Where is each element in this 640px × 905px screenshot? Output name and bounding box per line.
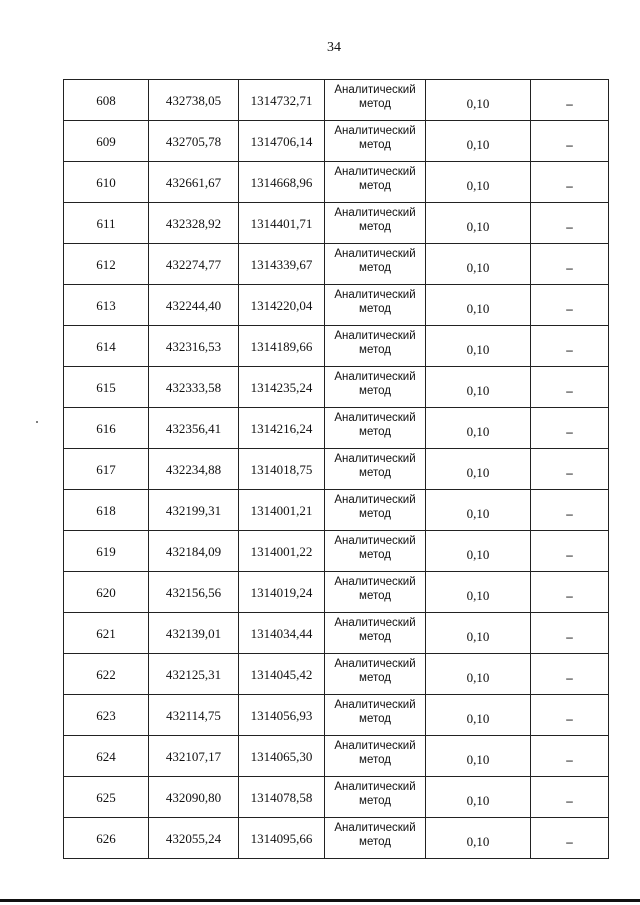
bottom-rule	[0, 899, 640, 902]
accuracy-cell	[426, 777, 531, 818]
method-line-2: метод	[359, 139, 391, 151]
note-cell	[531, 613, 609, 654]
note-dash: –	[566, 628, 573, 644]
method-line-2: метод	[359, 426, 391, 438]
method-line-2: метод	[359, 754, 391, 766]
method-cell	[325, 80, 426, 121]
accuracy-cell	[426, 121, 531, 162]
method-cell	[325, 531, 426, 572]
method-line-1: Аналитический	[334, 289, 416, 301]
x-coordinate-cell: 432356,41	[149, 408, 239, 449]
method-line-1: Аналитический	[334, 781, 416, 793]
accuracy-value: 0,10	[466, 341, 490, 357]
table-row	[64, 818, 609, 859]
method-line-2: метод	[359, 221, 391, 233]
note-dash: –	[566, 218, 573, 234]
method-cell	[325, 818, 426, 859]
accuracy-value: 0,10	[466, 464, 490, 480]
method-line-1: Аналитический	[334, 658, 416, 670]
x-coordinate-cell: 432090,80	[149, 777, 239, 818]
accuracy-cell	[426, 818, 531, 859]
note-cell	[531, 818, 609, 859]
method-line-2: метод	[359, 180, 391, 192]
note-dash: –	[566, 382, 573, 398]
coordinates-table	[63, 79, 609, 859]
accuracy-value: 0,10	[466, 833, 490, 849]
method-cell	[325, 326, 426, 367]
accuracy-value: 0,10	[466, 218, 490, 234]
table-row	[64, 285, 609, 326]
point-number-cell: 621	[64, 613, 149, 654]
method-cell	[325, 613, 426, 654]
note-dash: –	[566, 177, 573, 193]
accuracy-cell	[426, 80, 531, 121]
note-dash: –	[566, 505, 573, 521]
method-cell	[325, 162, 426, 203]
point-number-cell: 609	[64, 121, 149, 162]
x-coordinate-cell: 432184,09	[149, 531, 239, 572]
y-coordinate-cell: 1314668,96	[239, 162, 325, 203]
point-number-cell: 610	[64, 162, 149, 203]
coordinates-table-body	[64, 80, 609, 859]
note-cell	[531, 449, 609, 490]
accuracy-cell	[426, 203, 531, 244]
method-cell	[325, 736, 426, 777]
note-dash: –	[566, 300, 573, 316]
table-row	[64, 736, 609, 777]
point-number-cell: 616	[64, 408, 149, 449]
x-coordinate-cell: 432661,67	[149, 162, 239, 203]
note-dash: –	[566, 95, 573, 111]
method-line-1: Аналитический	[334, 248, 416, 260]
y-coordinate-cell: 1314019,24	[239, 572, 325, 613]
point-number-cell: 612	[64, 244, 149, 285]
y-coordinate-cell: 1314216,24	[239, 408, 325, 449]
method-line-1: Аналитический	[334, 740, 416, 752]
method-cell	[325, 654, 426, 695]
y-coordinate-cell: 1314001,22	[239, 531, 325, 572]
accuracy-value: 0,10	[466, 792, 490, 808]
note-dash: –	[566, 423, 573, 439]
method-cell	[325, 285, 426, 326]
table-row	[64, 162, 609, 203]
point-number-cell: 624	[64, 736, 149, 777]
note-dash: –	[566, 136, 573, 152]
accuracy-value: 0,10	[466, 300, 490, 316]
note-cell	[531, 203, 609, 244]
x-coordinate-cell: 432738,05	[149, 80, 239, 121]
method-line-1: Аналитический	[334, 822, 416, 834]
x-coordinate-cell: 432125,31	[149, 654, 239, 695]
table-row	[64, 203, 609, 244]
accuracy-value: 0,10	[466, 382, 490, 398]
accuracy-cell	[426, 490, 531, 531]
x-coordinate-cell: 432139,01	[149, 613, 239, 654]
method-line-2: метод	[359, 631, 391, 643]
table-row	[64, 408, 609, 449]
table-row	[64, 490, 609, 531]
table-row	[64, 449, 609, 490]
accuracy-value: 0,10	[466, 95, 490, 111]
x-coordinate-cell: 432333,58	[149, 367, 239, 408]
note-dash: –	[566, 833, 573, 849]
method-line-1: Аналитический	[334, 494, 416, 506]
method-line-2: метод	[359, 836, 391, 848]
accuracy-cell	[426, 654, 531, 695]
method-cell	[325, 367, 426, 408]
point-number-cell: 617	[64, 449, 149, 490]
note-dash: –	[566, 341, 573, 357]
method-line-1: Аналитический	[334, 453, 416, 465]
note-cell	[531, 572, 609, 613]
note-cell	[531, 695, 609, 736]
x-coordinate-cell: 432156,56	[149, 572, 239, 613]
point-number-cell: 608	[64, 80, 149, 121]
y-coordinate-cell: 1314034,44	[239, 613, 325, 654]
method-line-1: Аналитический	[334, 617, 416, 629]
y-coordinate-cell: 1314065,30	[239, 736, 325, 777]
x-coordinate-cell: 432244,40	[149, 285, 239, 326]
note-cell	[531, 162, 609, 203]
note-cell	[531, 285, 609, 326]
x-coordinate-cell: 432316,53	[149, 326, 239, 367]
method-line-1: Аналитический	[334, 412, 416, 424]
accuracy-value: 0,10	[466, 710, 490, 726]
y-coordinate-cell: 1314235,24	[239, 367, 325, 408]
accuracy-value: 0,10	[466, 259, 490, 275]
method-line-2: метод	[359, 303, 391, 315]
note-dash: –	[566, 464, 573, 480]
table-row	[64, 777, 609, 818]
method-line-1: Аналитический	[334, 125, 416, 137]
accuracy-cell	[426, 244, 531, 285]
x-coordinate-cell: 432107,17	[149, 736, 239, 777]
accuracy-cell	[426, 285, 531, 326]
method-cell	[325, 777, 426, 818]
accuracy-cell	[426, 449, 531, 490]
method-line-2: метод	[359, 795, 391, 807]
accuracy-value: 0,10	[466, 505, 490, 521]
note-cell	[531, 736, 609, 777]
table-row	[64, 80, 609, 121]
method-cell	[325, 203, 426, 244]
note-cell	[531, 490, 609, 531]
accuracy-cell	[426, 695, 531, 736]
method-line-1: Аналитический	[334, 207, 416, 219]
accuracy-cell	[426, 572, 531, 613]
x-coordinate-cell: 432055,24	[149, 818, 239, 859]
method-line-2: метод	[359, 508, 391, 520]
x-coordinate-cell: 432114,75	[149, 695, 239, 736]
point-number-cell: 615	[64, 367, 149, 408]
method-line-1: Аналитический	[334, 166, 416, 178]
method-line-2: метод	[359, 344, 391, 356]
y-coordinate-cell: 1314706,14	[239, 121, 325, 162]
method-cell	[325, 695, 426, 736]
table-row	[64, 367, 609, 408]
method-cell	[325, 244, 426, 285]
page-number: 34	[327, 40, 341, 55]
note-cell	[531, 121, 609, 162]
point-number-cell: 613	[64, 285, 149, 326]
y-coordinate-cell: 1314045,42	[239, 654, 325, 695]
method-line-2: метод	[359, 262, 391, 274]
accuracy-cell	[426, 162, 531, 203]
y-coordinate-cell: 1314095,66	[239, 818, 325, 859]
note-dash: –	[566, 669, 573, 685]
accuracy-value: 0,10	[466, 628, 490, 644]
note-cell	[531, 531, 609, 572]
accuracy-value: 0,10	[466, 546, 490, 562]
point-number-cell: 623	[64, 695, 149, 736]
method-line-2: метод	[359, 98, 391, 110]
point-number-cell: 620	[64, 572, 149, 613]
y-coordinate-cell: 1314189,66	[239, 326, 325, 367]
method-line-1: Аналитический	[334, 699, 416, 711]
table-row	[64, 121, 609, 162]
point-number-cell: 618	[64, 490, 149, 531]
accuracy-value: 0,10	[466, 423, 490, 439]
y-coordinate-cell: 1314001,21	[239, 490, 325, 531]
method-line-1: Аналитический	[334, 84, 416, 96]
method-line-2: метод	[359, 672, 391, 684]
accuracy-cell	[426, 408, 531, 449]
method-line-1: Аналитический	[334, 371, 416, 383]
point-number-cell: 625	[64, 777, 149, 818]
x-coordinate-cell: 432274,77	[149, 244, 239, 285]
method-cell	[325, 408, 426, 449]
note-dash: –	[566, 792, 573, 808]
y-coordinate-cell: 1314732,71	[239, 80, 325, 121]
note-cell	[531, 80, 609, 121]
method-line-2: метод	[359, 590, 391, 602]
accuracy-value: 0,10	[466, 669, 490, 685]
note-dash: –	[566, 259, 573, 275]
note-cell	[531, 326, 609, 367]
y-coordinate-cell: 1314339,67	[239, 244, 325, 285]
table-row	[64, 572, 609, 613]
accuracy-cell	[426, 367, 531, 408]
note-cell	[531, 654, 609, 695]
note-dash: –	[566, 587, 573, 603]
x-coordinate-cell: 432705,78	[149, 121, 239, 162]
note-dash: –	[566, 710, 573, 726]
method-cell	[325, 490, 426, 531]
point-number-cell: 619	[64, 531, 149, 572]
method-cell	[325, 572, 426, 613]
table-row	[64, 695, 609, 736]
x-coordinate-cell: 432234,88	[149, 449, 239, 490]
method-line-1: Аналитический	[334, 535, 416, 547]
table-row	[64, 244, 609, 285]
accuracy-value: 0,10	[466, 587, 490, 603]
y-coordinate-cell: 1314401,71	[239, 203, 325, 244]
accuracy-value: 0,10	[466, 136, 490, 152]
note-cell	[531, 777, 609, 818]
point-number-cell: 611	[64, 203, 149, 244]
method-cell	[325, 121, 426, 162]
accuracy-value: 0,10	[466, 177, 490, 193]
table-row	[64, 326, 609, 367]
method-line-2: метод	[359, 713, 391, 725]
y-coordinate-cell: 1314056,93	[239, 695, 325, 736]
table-row	[64, 613, 609, 654]
accuracy-cell	[426, 531, 531, 572]
point-number-cell: 614	[64, 326, 149, 367]
method-cell	[325, 449, 426, 490]
y-coordinate-cell: 1314018,75	[239, 449, 325, 490]
note-cell	[531, 408, 609, 449]
accuracy-value: 0,10	[466, 751, 490, 767]
table-row	[64, 531, 609, 572]
accuracy-cell	[426, 736, 531, 777]
note-dash: –	[566, 546, 573, 562]
method-line-2: метод	[359, 549, 391, 561]
point-number-cell: 622	[64, 654, 149, 695]
method-line-2: метод	[359, 385, 391, 397]
note-cell	[531, 244, 609, 285]
x-coordinate-cell: 432328,92	[149, 203, 239, 244]
accuracy-cell	[426, 613, 531, 654]
y-coordinate-cell: 1314078,58	[239, 777, 325, 818]
note-dash: –	[566, 751, 573, 767]
table-row	[64, 654, 609, 695]
method-line-2: метод	[359, 467, 391, 479]
scan-speck	[36, 421, 38, 423]
y-coordinate-cell: 1314220,04	[239, 285, 325, 326]
note-cell	[531, 367, 609, 408]
method-line-1: Аналитический	[334, 330, 416, 342]
method-line-1: Аналитический	[334, 576, 416, 588]
x-coordinate-cell: 432199,31	[149, 490, 239, 531]
point-number-cell: 626	[64, 818, 149, 859]
accuracy-cell	[426, 326, 531, 367]
